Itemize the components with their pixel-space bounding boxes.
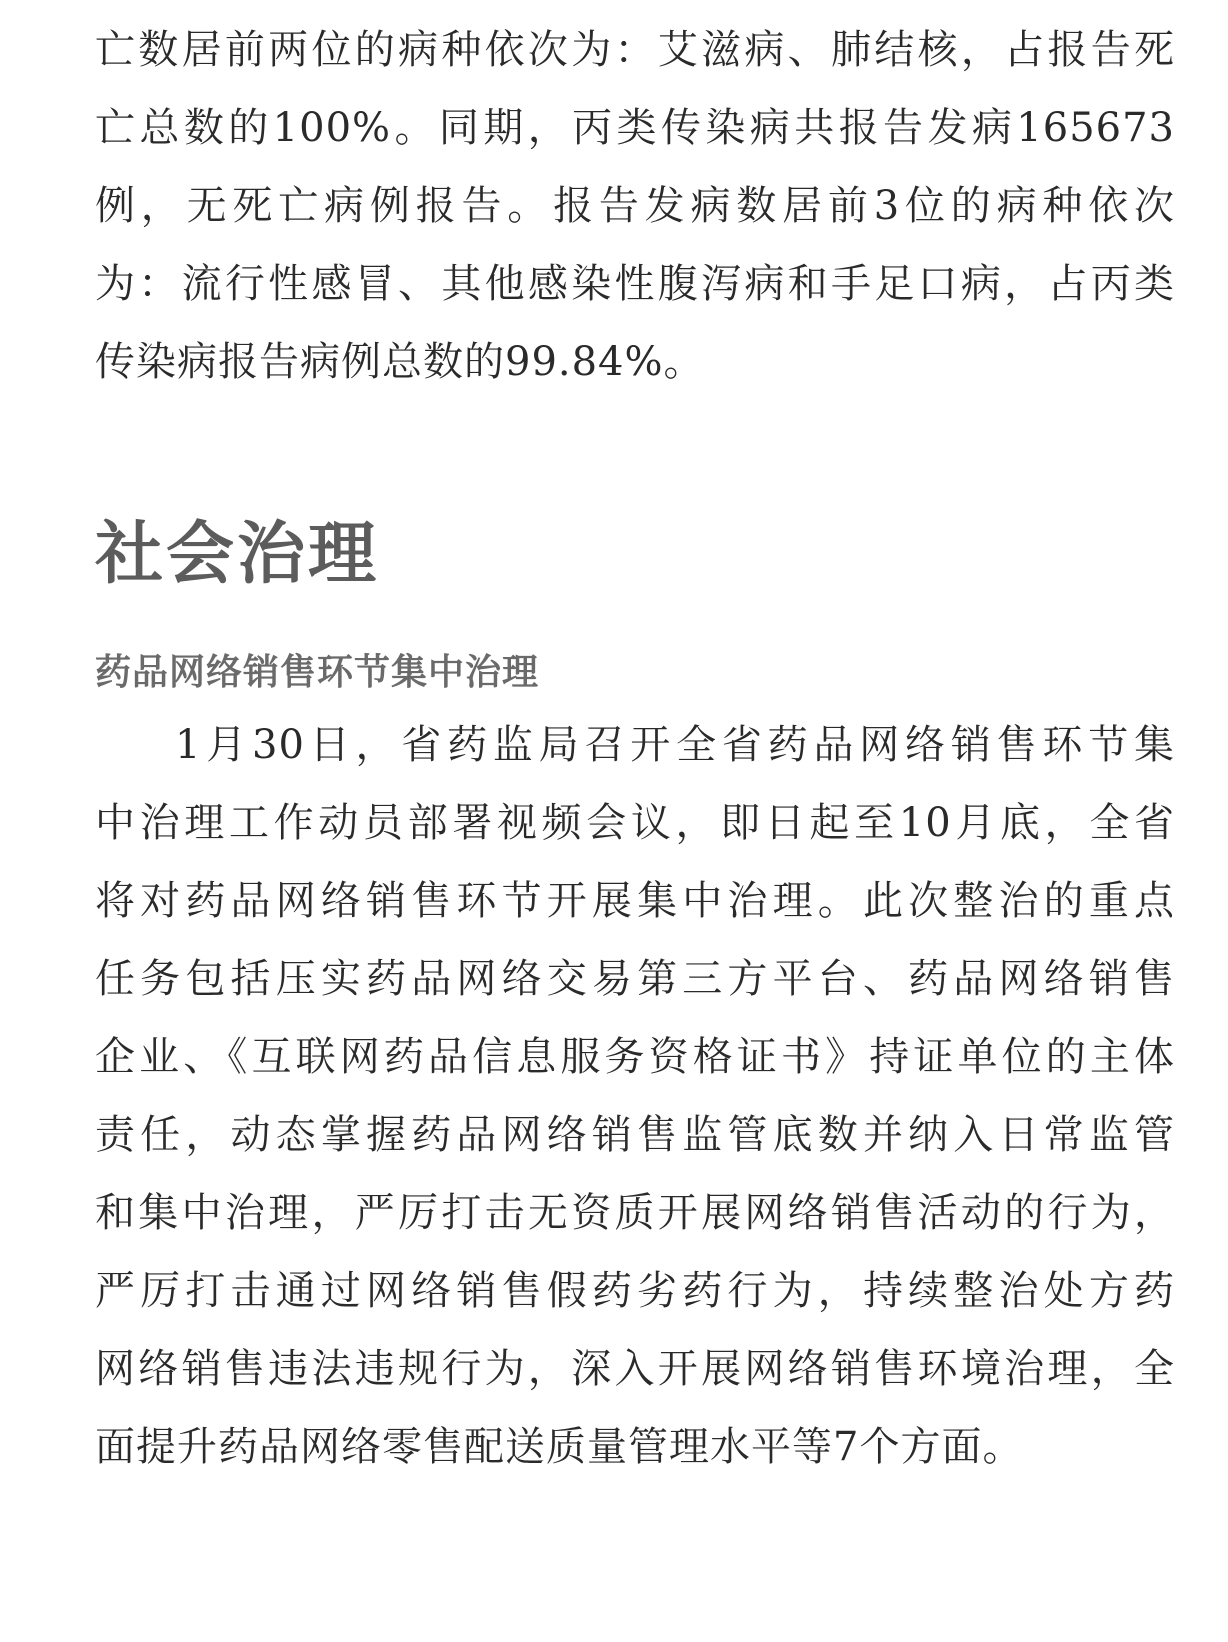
intro-line-3: 例，无死亡病例报告。报告发病数居前3位的病种依次 — [95, 183, 1175, 229]
paragraph-line-3: 将对药品网络销售环节开展集中治理。此次整治的重点 — [95, 878, 1175, 924]
paragraph-line-6: 责任，动态掌握药品网络销售监管底数并纳入日常监管 — [95, 1112, 1175, 1158]
intro-line-1: 亡数居前两位的病种依次为：艾滋病、肺结核，占报告死 — [95, 27, 1175, 73]
paragraph-line-8: 严厉打击通过网络销售假药劣药行为，持续整治处方药 — [95, 1268, 1175, 1314]
article-title: 药品网络销售环节集中治理 — [95, 651, 540, 693]
paragraph-line-7: 和集中治理，严厉打击无资质开展网络销售活动的行为， — [95, 1190, 1175, 1236]
paragraph-line-5: 企业、《互联网药品信息服务资格证书》持证单位的主体 — [95, 1034, 1175, 1080]
intro-line-4: 为：流行性感冒、其他感染性腹泻病和手足口病，占丙类 — [95, 261, 1175, 307]
paragraph-line-1: 1月30日，省药监局召开全省药品网络销售环节集 — [175, 722, 1175, 768]
section-title: 社会治理 — [95, 515, 380, 594]
paragraph-line-4: 任务包括压实药品网络交易第三方平台、药品网络销售 — [95, 956, 1175, 1002]
intro-line-5: 传染病报告病例总数的99.84%。 — [95, 339, 705, 385]
paragraph-line-10: 面提升药品网络零售配送质量管理水平等7个方面。 — [95, 1424, 1024, 1470]
paragraph-line-2: 中治理工作动员部署视频会议，即日起至10月底，全省 — [95, 800, 1175, 846]
intro-line-2: 亡总数的100%。同期，丙类传染病共报告发病165673 — [95, 105, 1175, 151]
paragraph-line-9: 网络销售违法违规行为，深入开展网络销售环境治理，全 — [95, 1346, 1175, 1392]
